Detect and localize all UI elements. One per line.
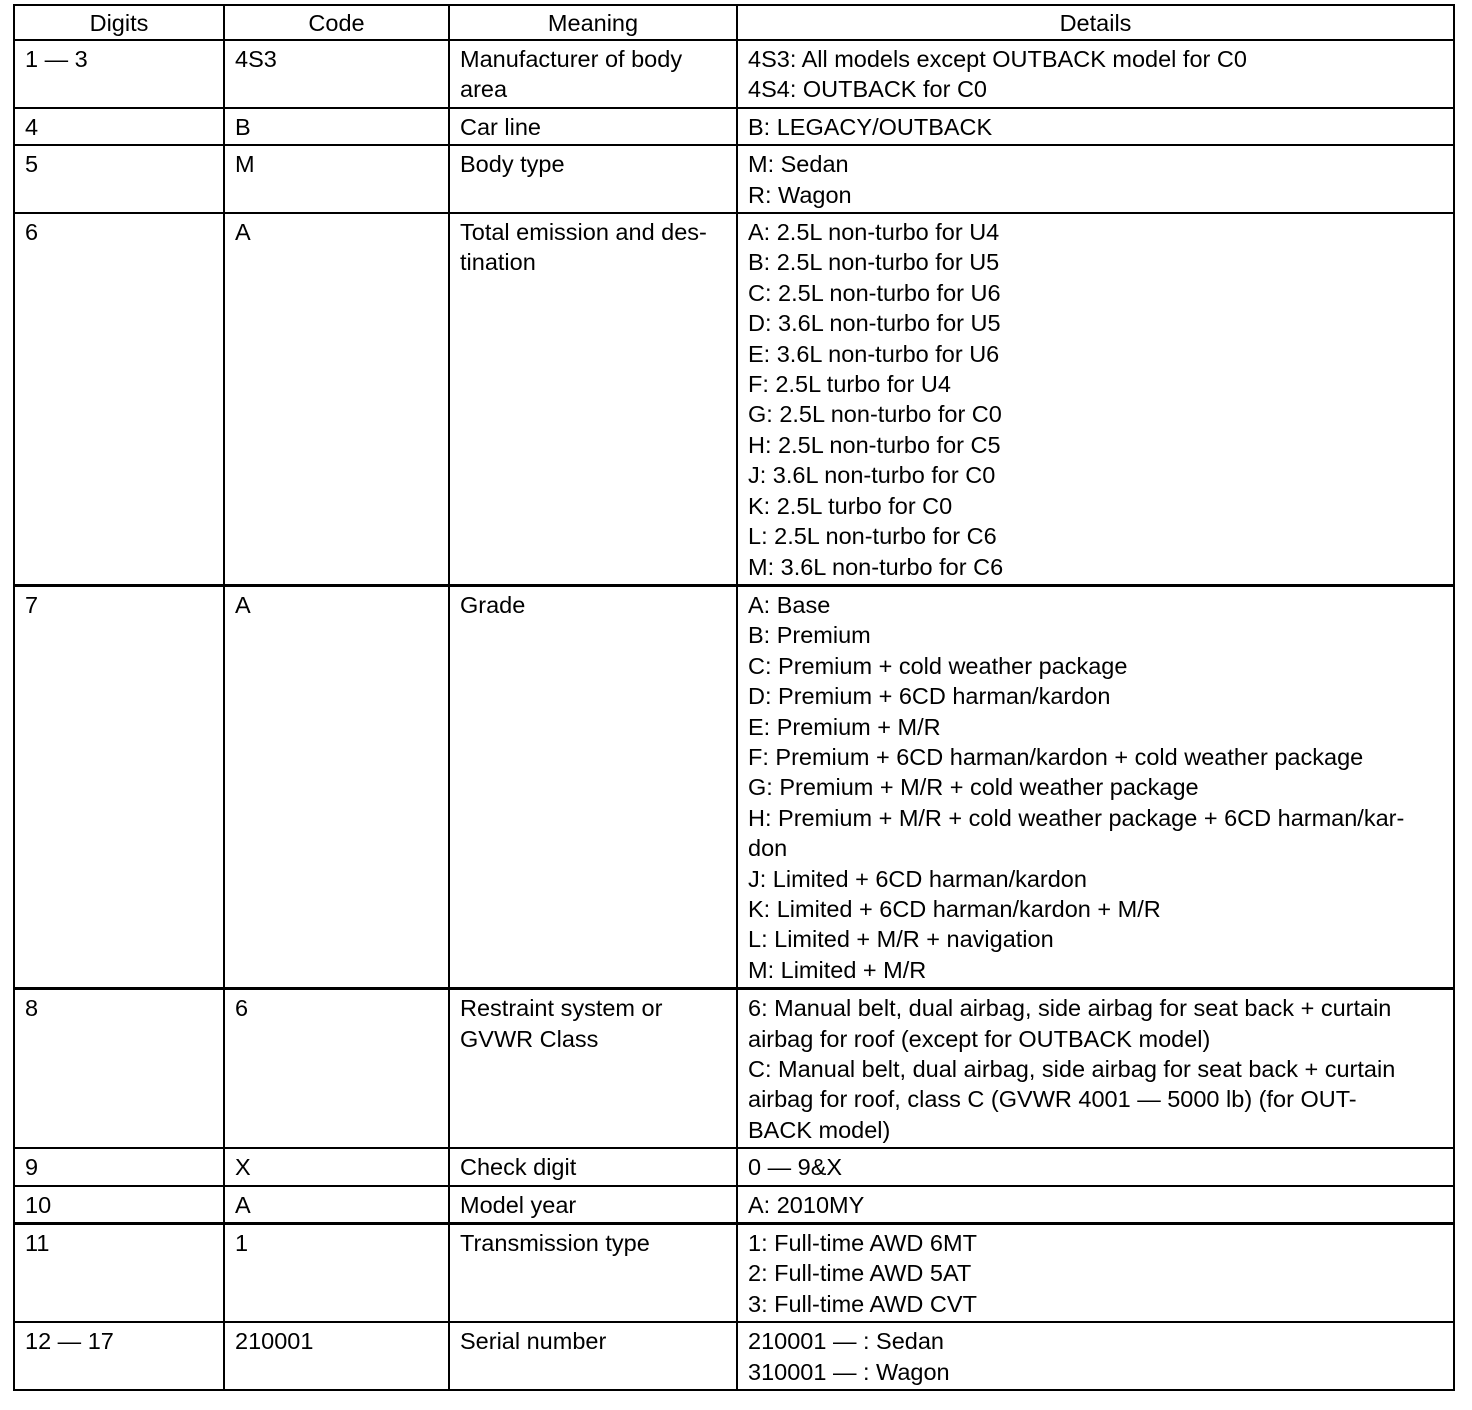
digits-cell: 4 xyxy=(14,108,224,145)
digits-cell: 1 — 3 xyxy=(14,40,224,108)
header-code: Code xyxy=(224,5,449,40)
details-cell xyxy=(737,1186,1454,1224)
meaning-line: Restraint system or xyxy=(460,995,663,1022)
details-line: A: 2.5L non-turbo for U4 xyxy=(748,219,1000,246)
details-line: M: 3.6L non-turbo for C6 xyxy=(748,553,1004,580)
code-cell: A xyxy=(224,585,449,988)
details-line: 6: Manual belt, dual airbag, side airbag for seat back + curtain xyxy=(748,995,1392,1022)
details-line: 0 — 9&X xyxy=(748,1154,843,1181)
meaning-cell xyxy=(449,213,737,585)
meaning-line: Body type xyxy=(460,151,565,178)
code-cell: A xyxy=(224,213,449,585)
details-cell xyxy=(737,1322,1454,1390)
table-row xyxy=(14,1148,1454,1185)
meaning-cell xyxy=(449,40,737,108)
meaning-line: area xyxy=(460,76,508,103)
details-line: G: Premium + M/R + cold weather package xyxy=(748,774,1199,801)
details-line: B: 2.5L non-turbo for U5 xyxy=(748,249,1000,276)
code-cell: M xyxy=(224,145,449,213)
details-line: don xyxy=(748,835,788,862)
header-details: Details xyxy=(737,5,1454,40)
meaning-line: Car line xyxy=(460,113,541,140)
details-line: J: 3.6L non-turbo for C0 xyxy=(748,462,996,489)
details-cell xyxy=(737,145,1454,213)
details-line: H: Premium + M/R + cold weather package + 6CD harman/kar- xyxy=(748,804,1405,831)
details-line: C: 2.5L non-turbo for U6 xyxy=(748,279,1001,306)
meaning-line: tination xyxy=(460,249,536,276)
details-line: 210001 — : Sedan xyxy=(748,1328,944,1355)
table-row xyxy=(14,40,1454,108)
details-line: R: Wagon xyxy=(748,181,852,208)
details-line: 310001 — : Wagon xyxy=(748,1358,950,1385)
details-line: K: 2.5L turbo for C0 xyxy=(748,492,953,519)
details-line: A: 2010MY xyxy=(748,1191,865,1218)
details-line: M: Sedan xyxy=(748,151,849,178)
details-line: D: Premium + 6CD harman/kardon xyxy=(748,683,1111,710)
digits-cell: 12 — 17 xyxy=(14,1322,224,1390)
header-digits: Digits xyxy=(14,5,224,40)
details-cell xyxy=(737,989,1454,1149)
details-line: J: Limited + 6CD harman/kardon xyxy=(748,865,1087,892)
details-line: 4S4: OUTBACK for C0 xyxy=(748,76,987,103)
digits-cell: 10 xyxy=(14,1186,224,1224)
digits-cell: 7 xyxy=(14,585,224,988)
meaning-line: Serial number xyxy=(460,1328,607,1355)
details-cell xyxy=(737,1148,1454,1185)
details-line: M: Limited + M/R xyxy=(748,956,927,983)
details-line: D: 3.6L non-turbo for U5 xyxy=(748,310,1001,337)
meaning-cell xyxy=(449,145,737,213)
table-row xyxy=(14,989,1454,1149)
code-cell: 210001 xyxy=(224,1322,449,1390)
details-line: H: 2.5L non-turbo for C5 xyxy=(748,431,1001,458)
details-line: B: Premium xyxy=(748,622,871,649)
details-line: L: Limited + M/R + navigation xyxy=(748,926,1054,953)
details-line: BACK model) xyxy=(748,1116,891,1143)
table-row xyxy=(14,108,1454,145)
meaning-line: Check digit xyxy=(460,1154,577,1181)
details-line: 4S3: All models except OUTBACK model for C0 xyxy=(748,46,1247,72)
details-line: F: 2.5L turbo for U4 xyxy=(748,371,951,398)
meaning-cell xyxy=(449,1224,737,1323)
details-line: G: 2.5L non-turbo for C0 xyxy=(748,401,1002,428)
details-cell xyxy=(737,585,1454,988)
details-cell xyxy=(737,1224,1454,1323)
table-row xyxy=(14,585,1454,988)
code-cell: B xyxy=(224,108,449,145)
meaning-cell xyxy=(449,1148,737,1185)
details-line: C: Premium + cold weather package xyxy=(748,652,1128,679)
details-cell xyxy=(737,40,1454,108)
table-row xyxy=(14,1322,1454,1390)
digits-cell: 11 xyxy=(14,1224,224,1323)
meaning-line: Grade xyxy=(460,591,526,618)
digits-cell: 6 xyxy=(14,213,224,585)
table-row xyxy=(14,213,1454,585)
details-line: E: Premium + M/R xyxy=(748,713,941,740)
vin-code-table xyxy=(13,4,1455,1391)
details-line: F: Premium + 6CD harman/kardon + cold weather package xyxy=(748,743,1364,770)
details-line: E: 3.6L non-turbo for U6 xyxy=(748,340,1000,367)
details-cell xyxy=(737,213,1454,585)
meaning-cell xyxy=(449,1186,737,1224)
code-cell: 4S3 xyxy=(224,40,449,108)
meaning-line: GVWR Class xyxy=(460,1025,599,1052)
code-cell: 1 xyxy=(224,1224,449,1323)
meaning-cell xyxy=(449,1322,737,1390)
code-cell: A xyxy=(224,1186,449,1224)
details-line: B: LEGACY/OUTBACK xyxy=(748,113,993,140)
table-row xyxy=(14,145,1454,213)
meaning-line: Transmission type xyxy=(460,1230,650,1257)
table-row xyxy=(14,1186,1454,1224)
code-cell: X xyxy=(224,1148,449,1185)
details-cell xyxy=(737,108,1454,145)
details-line: L: 2.5L non-turbo for C6 xyxy=(748,523,997,550)
details-line: C: Manual belt, dual airbag, side airbag for seat back + curtain xyxy=(748,1056,1396,1082)
header-meaning: Meaning xyxy=(449,5,737,40)
header-row xyxy=(14,5,1454,40)
digits-cell: 5 xyxy=(14,145,224,213)
digits-cell: 9 xyxy=(14,1148,224,1185)
code-cell: 6 xyxy=(224,989,449,1149)
details-line: 1: Full-time AWD 6MT xyxy=(748,1230,977,1257)
details-line: 3: Full-time AWD CVT xyxy=(748,1290,977,1317)
meaning-line: Model year xyxy=(460,1191,577,1218)
meaning-cell xyxy=(449,989,737,1149)
meaning-cell xyxy=(449,108,737,145)
meaning-line: Total emission and des- xyxy=(460,219,707,246)
details-line: A: Base xyxy=(748,591,831,618)
details-line: airbag for roof (except for OUTBACK model) xyxy=(748,1025,1211,1052)
meaning-cell xyxy=(449,585,737,988)
table-row xyxy=(14,1224,1454,1323)
details-line: airbag for roof, class C (GVWR 4001 — 5000 lb) (for OUT- xyxy=(748,1086,1357,1113)
meaning-line: Manufacturer of body xyxy=(460,46,683,72)
digits-cell: 8 xyxy=(14,989,224,1149)
details-line: 2: Full-time AWD 5AT xyxy=(748,1260,972,1287)
details-line: K: Limited + 6CD harman/kardon + M/R xyxy=(748,895,1161,922)
